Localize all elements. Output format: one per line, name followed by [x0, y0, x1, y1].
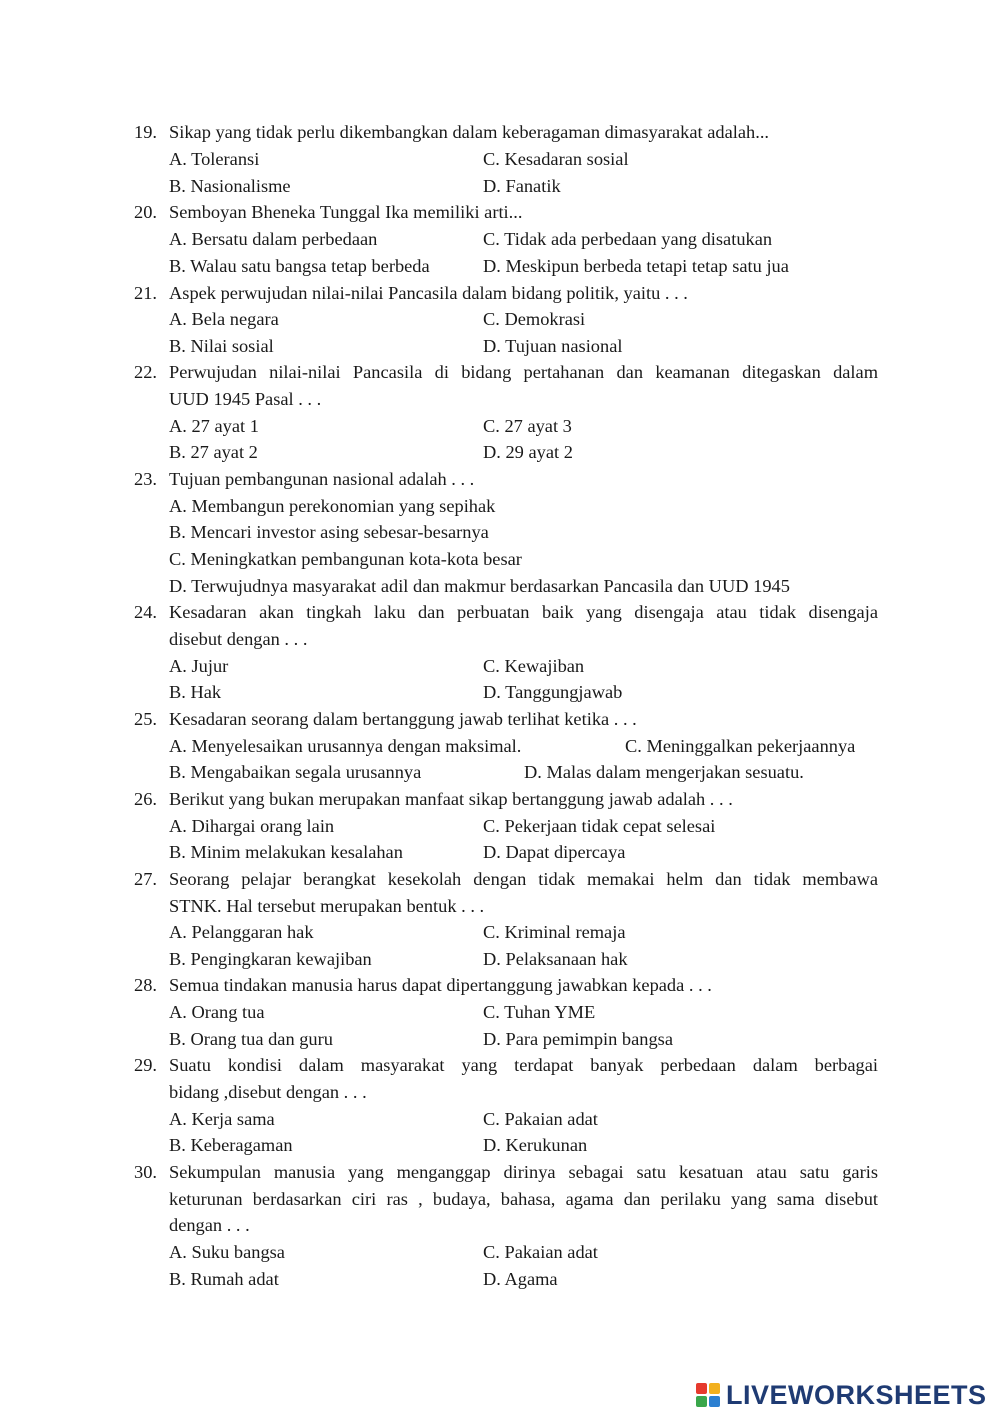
question-text-cont: bidang ,disebut dengan . . .: [169, 1082, 367, 1102]
question-number: 26.: [134, 789, 157, 809]
option-a: A. Kerja sama: [169, 1109, 275, 1129]
option-c: C. Kriminal remaja: [483, 922, 626, 942]
option-a: A. Membangun perekonomian yang sepihak: [169, 496, 496, 516]
question-text-cont: UUD 1945 Pasal . . .: [169, 389, 322, 409]
option-d: D. Meskipun berbeda tetapi tetap satu jua: [483, 256, 789, 276]
option-a: A. Pelanggaran hak: [169, 922, 314, 942]
option-b: B. Orang tua dan guru: [169, 1029, 333, 1049]
option-c: C. Pakaian adat: [483, 1109, 598, 1129]
option-d: D. Agama: [483, 1269, 558, 1289]
option-c: C. Kesadaran sosial: [483, 149, 629, 169]
option-b: B. Rumah adat: [169, 1269, 279, 1289]
option-b: B. Pengingkaran kewajiban: [169, 949, 372, 969]
question-text: Berikut yang bukan merupakan manfaat sikap bertanggung jawab adalah . . .: [169, 789, 733, 809]
logo-square-red: [696, 1383, 707, 1394]
question-number: 24.: [134, 602, 157, 622]
question-text: Kesadaran akan tingkah laku dan perbuatan baik yang disengaja atau tidak disengaja: [169, 602, 878, 622]
option-b: B. Nasionalisme: [169, 176, 291, 196]
option-d: D. Fanatik: [483, 176, 561, 196]
option-b: B. Keberagaman: [169, 1135, 293, 1155]
option-d: D. Terwujudnya masyarakat adil dan makmur berdasarkan Pancasila dan UUD 1945: [169, 576, 790, 596]
option-a: A. Orang tua: [169, 1002, 265, 1022]
option-c: C. Tuhan YME: [483, 1002, 596, 1022]
question-number: 29.: [134, 1055, 157, 1075]
option-d: D. Tanggungjawab: [483, 682, 623, 702]
question-number: 25.: [134, 709, 157, 729]
question-text: Suatu kondisi dalam masyarakat yang terdapat banyak perbedaan dalam berbagai: [169, 1055, 878, 1075]
option-c: C. Pekerjaan tidak cepat selesai: [483, 816, 716, 836]
question-text-cont: STNK. Hal tersebut merupakan bentuk . . .: [169, 896, 485, 916]
option-b: B. Hak: [169, 682, 222, 702]
logo-square-green: [696, 1396, 707, 1407]
question-text: Tujuan pembangunan nasional adalah . . .: [169, 469, 475, 489]
question-text: Sikap yang tidak perlu dikembangkan dalam keberagaman dimasyarakat adalah...: [169, 122, 770, 142]
option-a: A. Toleransi: [169, 149, 260, 169]
question-text: Perwujudan nilai-nilai Pancasila di bidang pertahanan dan keamanan ditegaskan dalam: [169, 362, 878, 382]
question-number: 22.: [134, 362, 157, 382]
option-c: C. Meningkatkan pembangunan kota-kota besar: [169, 549, 522, 569]
question-text-cont: dengan . . .: [169, 1215, 250, 1235]
option-b: B. Walau satu bangsa tetap berbeda: [169, 256, 430, 276]
question-text: Seorang pelajar berangkat kesekolah dengan tidak memakai helm dan tidak membawa: [169, 869, 878, 889]
option-c: C. Pakaian adat: [483, 1242, 598, 1262]
option-c: C. Demokrasi: [483, 309, 586, 329]
option-b: B. Mencari investor asing sebesar-besarnya: [169, 522, 489, 542]
liveworksheets-logo-icon: [696, 1383, 720, 1407]
liveworksheets-logo-text: LIVEWORKSHEETS: [726, 1379, 987, 1410]
question-text: Aspek perwujudan nilai-nilai Pancasila dalam bidang politik, yaitu . . .: [169, 283, 688, 303]
question-number: 30.: [134, 1162, 157, 1182]
question-text: Kesadaran seorang dalam bertanggung jawab terlihat ketika . . .: [169, 709, 637, 729]
liveworksheets-logo: [696, 1380, 987, 1410]
option-a: A. Jujur: [169, 656, 229, 676]
option-b: B. 27 ayat 2: [169, 442, 258, 462]
option-a: A. Menyelesaikan urusannya dengan maksimal.: [169, 736, 522, 756]
question-number: 23.: [134, 469, 157, 489]
option-b: B. Mengabaikan segala urusannya: [169, 762, 422, 782]
option-c: C. Meninggalkan pekerjaannya: [625, 736, 856, 756]
question-number: 27.: [134, 869, 157, 889]
question-text-cont: keturunan berdasarkan ciri ras , budaya, bahasa, agama dan perilaku yang sama disebut: [169, 1189, 878, 1209]
option-a: A. 27 ayat 1: [169, 416, 259, 436]
option-a: A. Suku bangsa: [169, 1242, 285, 1262]
option-a: A. Dihargai orang lain: [169, 816, 335, 836]
option-d: D. Tujuan nasional: [483, 336, 623, 356]
option-d: D. Dapat dipercaya: [483, 842, 626, 862]
option-c: C. 27 ayat 3: [483, 416, 572, 436]
question-number: 20.: [134, 202, 157, 222]
option-c: C. Kewajiban: [483, 656, 585, 676]
question-text: Semua tindakan manusia harus dapat dipertanggung jawabkan kepada . . .: [169, 975, 712, 995]
option-d: D. 29 ayat 2: [483, 442, 573, 462]
option-a: A. Bersatu dalam perbedaan: [169, 229, 378, 249]
option-b: B. Minim melakukan kesalahan: [169, 842, 403, 862]
option-d: D. Kerukunan: [483, 1135, 588, 1155]
question-number: 19.: [134, 122, 157, 142]
option-d: D. Pelaksanaan hak: [483, 949, 628, 969]
question-text: Sekumpulan manusia yang menganggap dirinya sebagai satu kesatuan atau satu garis: [169, 1162, 878, 1182]
logo-square-yellow: [709, 1383, 720, 1394]
option-d: D. Para pemimpin bangsa: [483, 1029, 673, 1049]
question-text-cont: disebut dengan . . .: [169, 629, 308, 649]
question-number: 28.: [134, 975, 157, 995]
logo-square-blue: [709, 1396, 720, 1407]
option-c: C. Tidak ada perbedaan yang disatukan: [483, 229, 773, 249]
option-a: A. Bela negara: [169, 309, 279, 329]
question-text: Semboyan Bheneka Tunggal Ika memiliki arti...: [169, 202, 523, 222]
question-number: 21.: [134, 283, 157, 303]
option-d: D. Malas dalam mengerjakan sesuatu.: [524, 762, 804, 782]
option-b: B. Nilai sosial: [169, 336, 274, 356]
